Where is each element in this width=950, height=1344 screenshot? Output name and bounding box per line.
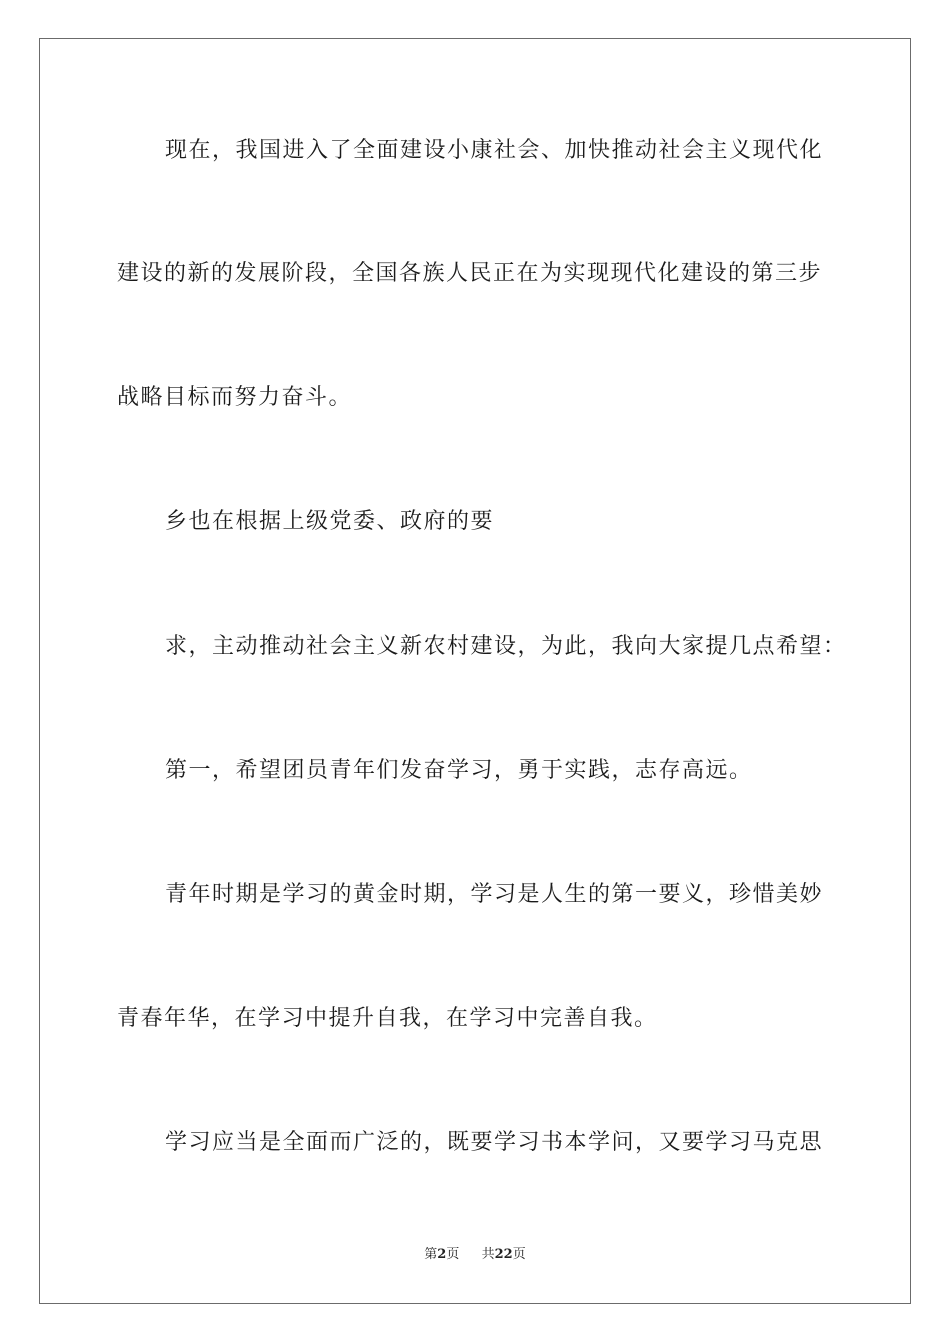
page-label xyxy=(424,1246,459,1264)
total-suffix: 页 xyxy=(512,1247,526,1262)
page-prefix: 第 xyxy=(424,1247,438,1262)
total-prefix: 共 xyxy=(481,1247,495,1262)
page-suffix: 页 xyxy=(446,1247,460,1262)
paragraph-line: 建设的新的发展阶段，全国各族人民正在为实现现代化建设的第三步 xyxy=(117,261,823,286)
paragraph-line: 乡也在根据上级党委、政府的要 xyxy=(165,509,495,534)
page-footer xyxy=(0,1246,950,1264)
page-number: 2 xyxy=(437,1247,447,1262)
paragraph-line: 现在，我国进入了全面建设小康社会、加快推动社会主义现代化 xyxy=(165,138,824,163)
paragraph-line: 求，主动推动社会主义新农村建设，为此，我向大家提几点希望： xyxy=(165,634,847,659)
paragraph-line: 学习应当是全面而广泛的，既要学习书本学问，又要学习马克思 xyxy=(165,1130,824,1155)
paragraph-line: 青春年华，在学习中提升自我，在学习中完善自我。 xyxy=(117,1006,658,1031)
total-pages-label xyxy=(482,1246,526,1264)
paragraph-line: 第一，希望团员青年们发奋学习，勇于实践，志存高远。 xyxy=(165,758,753,783)
total-page-number: 22 xyxy=(494,1247,513,1262)
page-border xyxy=(39,38,911,1304)
paragraph-line: 青年时期是学习的黄金时期，学习是人生的第一要义，珍惜美妙 xyxy=(165,882,824,907)
paragraph-line: 战略目标而努力奋斗。 xyxy=(117,385,353,410)
